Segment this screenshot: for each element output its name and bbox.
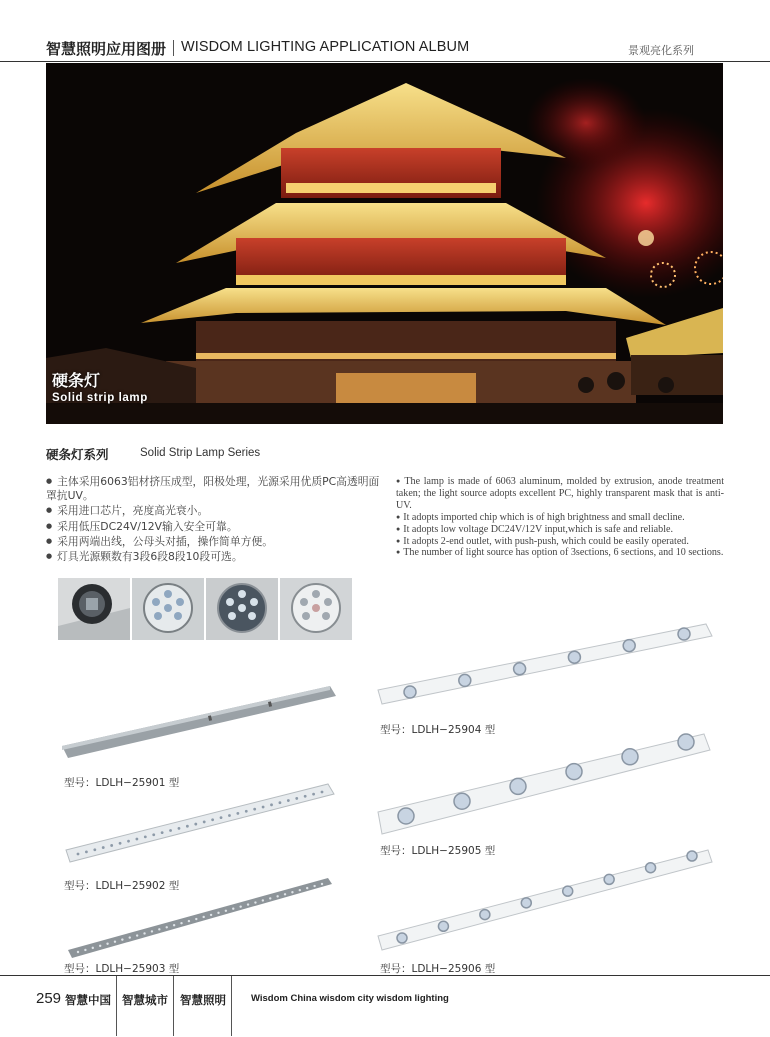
feature-cn-item: ● 采用进口芯片，亮度高光衰小。 [46,503,386,518]
led-dot [144,835,147,838]
led-dot [84,949,86,951]
led-dot [254,901,256,903]
features-en-list [396,476,724,559]
feature-en-item: ● It adopts imported chip which is of high brightness and small decline. [396,512,724,524]
led-dot [236,812,239,815]
led-dot [186,825,189,828]
led-dot [232,908,234,910]
model-label-25902: 型号：LDLH−25902 型 [64,880,180,892]
led-dot [312,793,315,796]
led-dot [161,831,164,834]
led-dot [623,640,635,652]
led-dot [217,912,219,914]
led-dot [438,921,448,931]
page-number: 259 [36,990,62,1007]
led-dot [454,793,470,809]
led-dot [77,853,80,856]
footer-slogan-1: 智慧中国 [65,993,111,1007]
led-dot [211,818,214,821]
led-dot [143,932,145,934]
feature-cn-item: ● 采用低压DC24V/12V输入安全可靠。 [46,519,386,534]
product-image-25906 [376,846,716,956]
footer-slogan-3: 智慧照明 [180,993,226,1007]
led-dot [291,891,293,893]
series-title-cn: 硬条灯系列 [46,447,109,462]
led-dot [178,827,181,830]
led-dot [299,889,301,891]
led-dot [321,883,323,885]
product-image-25905 [376,728,716,840]
led-dot [284,893,286,895]
hero-subtitle: Solid strip lamp [52,392,148,404]
album-title-cn: 智慧照明应用图册 [46,40,167,58]
led-dot [121,938,123,940]
led-dot [276,895,278,897]
led-dot [398,808,414,824]
led-dot [127,840,130,843]
led-dot [279,801,282,804]
led-dot [228,814,231,817]
led-dot [306,887,308,889]
led-dot [646,863,656,873]
led-dot [114,940,116,942]
category-label: 景观亮化系列 [628,44,694,57]
feature-en-item: ● It adopts 2-end outlet, with push-push, which could be easily operated. [396,536,724,548]
thumb-led-board-1 [132,578,204,640]
led-dot [247,903,249,905]
led-dot [85,850,88,853]
feature-cn-item: ● 灯具光源颗数有3段6段8段10段可选。 [46,549,386,564]
led-dot [295,797,298,800]
led-dot [678,734,694,750]
led-dot [262,806,265,809]
led-dot [287,799,290,802]
led-dot [397,933,407,943]
led-dot [194,823,197,826]
thumb-lamp-housing [58,578,130,640]
led-dot [568,651,580,663]
hero-photo [46,63,723,424]
feature-en-item: ● The lamp is made of 6063 aluminum, molded by extrusion, anode treatment taken; the light source adopts excellent PC, highly transparent mask that is anti-UV. [396,476,724,512]
footer-divider [231,976,232,1036]
product-image-25902 [60,778,340,868]
led-dot [566,764,582,780]
led-dot [77,951,79,953]
led-dot [173,924,175,926]
thumb-led-board-2 [206,578,278,640]
product-image-25901 [58,680,338,770]
led-dot [119,842,122,845]
led-dot [225,910,227,912]
led-dot [220,816,223,819]
led-dot [93,848,96,851]
led-dot [521,898,531,908]
led-dot [304,795,307,798]
footer-divider [116,976,117,1036]
led-dot [678,628,690,640]
led-dot [262,899,264,901]
led-dot [514,663,526,675]
feature-cn-item: ● 主体采用6063铝材挤压成型，阳极处理，光源采用优质PC高透明面罩抗UV。 [46,474,386,503]
footer-slogan-en: Wisdom China wisdom city wisdom lighting [251,993,449,1004]
led-dot [180,922,182,924]
thumb-led-board-3 [280,578,352,640]
hero-title: 硬条灯 [52,371,101,390]
led-dot [102,846,105,849]
led-dot [158,928,160,930]
led-dot [459,674,471,686]
led-dot [404,686,416,698]
led-dot [210,914,212,916]
led-dot [239,905,241,907]
led-dot [622,749,638,765]
led-dot [563,886,573,896]
led-dot [188,920,190,922]
model-label-25903: 型号：LDLH−25903 型 [64,963,180,975]
header-divider [173,40,174,56]
led-dot [135,838,138,841]
led-dot [151,930,153,932]
led-dot [480,910,490,920]
footer-slogan-2: 智慧城市 [122,993,168,1007]
led-dot [270,803,273,806]
feature-en-item: ● The number of light source has option of 3sections, 6 sections, and 10 sections. [396,547,724,559]
led-dot [129,936,131,938]
led-dot [195,918,197,920]
led-dot [166,926,168,928]
model-label-25901: 型号：LDLH−25901 型 [64,777,180,789]
feature-cn-item: ● 采用两端出线，公母头对插，操作简单方便。 [46,534,386,549]
header-rule [0,61,770,62]
feature-en-item: ● It adopts low voltage DC24V/12V input,which is safe and reliable. [396,524,724,536]
led-dot [510,778,526,794]
led-dot [169,829,172,832]
led-dot [245,810,248,813]
led-dot [313,885,315,887]
led-dot [106,943,108,945]
model-label-25906: 型号：LDLH−25906 型 [380,963,496,975]
led-dot [604,874,614,884]
led-dot [203,821,206,824]
led-dot [253,808,256,811]
model-label-25904: 型号：LDLH−25904 型 [380,724,496,736]
product-image-25904 [376,620,716,710]
led-dot [110,844,113,847]
led-dot [269,897,271,899]
series-title-en: Solid Strip Lamp Series [140,447,261,459]
led-dot [321,791,324,794]
album-title-en: WISDOM LIGHTING APPLICATION ALBUM [181,39,470,55]
led-dot [687,851,697,861]
led-dot [136,934,138,936]
led-dot [202,916,204,918]
model-label-25905: 型号：LDLH−25905 型 [380,845,496,857]
led-dot [99,945,101,947]
led-dot [152,833,155,836]
footer-divider [173,976,174,1036]
features-cn-list [46,474,386,564]
led-dot [92,947,94,949]
